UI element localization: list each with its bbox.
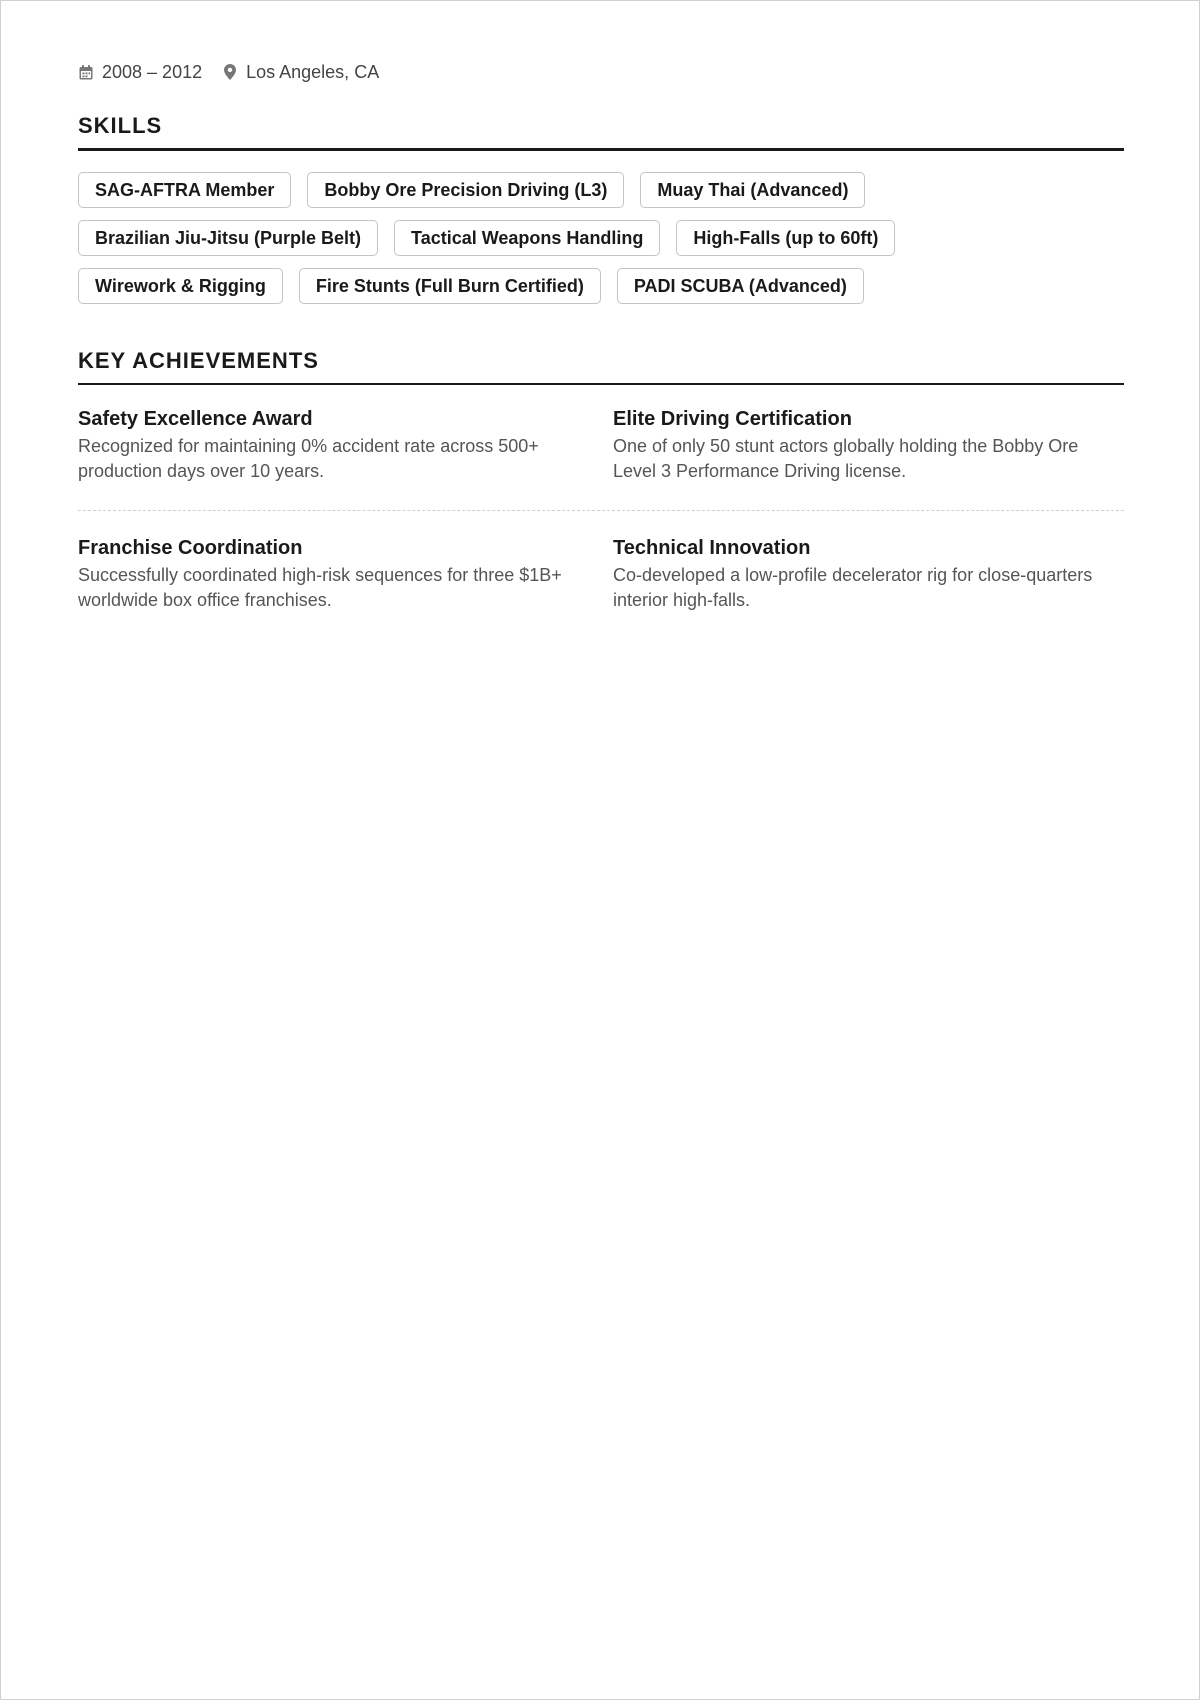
skills-list [78, 172, 1128, 316]
skill-tag: SAG-AFTRA Member [78, 172, 291, 208]
skill-tag: High-Falls (up to 60ft) [676, 220, 895, 256]
meta-row [78, 59, 1124, 85]
skill-tag: Tactical Weapons Handling [394, 220, 660, 256]
achievement-item [78, 536, 613, 613]
location-item [222, 62, 379, 83]
achievement-title: Safety Excellence Award [78, 408, 313, 430]
skill-tag: PADI SCUBA (Advanced) [617, 268, 864, 304]
achievement-title: Elite Driving Certification [613, 408, 852, 430]
resume-content [78, 59, 1124, 613]
skill-tag: Muay Thai (Advanced) [640, 172, 865, 208]
achievements-heading: KEY ACHIEVEMENTS [78, 348, 319, 373]
achievement-item [613, 536, 1124, 613]
skills-heading: SKILLS [78, 113, 163, 138]
skill-tag: Wirework & Rigging [78, 268, 283, 304]
skills-divider [78, 148, 1124, 151]
achievement-description: Co-developed a low-profile decelerator rig for close-quarters interior high-falls. [613, 565, 1093, 610]
achievement-description: Recognized for maintaining 0% accident rate across 500+ production days over 10 years. [78, 436, 539, 481]
achievements-list [78, 407, 1124, 613]
achievement-item [613, 407, 1124, 484]
location-text: Los Angeles, CA [246, 61, 380, 82]
dates-item [78, 62, 202, 83]
achievement-title: Franchise Coordination [78, 537, 303, 559]
skills-section [78, 113, 1124, 316]
achievements-row [78, 536, 1124, 613]
achievement-description: One of only 50 stunt actors globally holding the Bobby Ore Level 3 Performance Driving license. [613, 436, 1079, 481]
achievement-description: Successfully coordinated high-risk sequences for three $1B+ worldwide box office franchises. [78, 565, 562, 610]
achievements-row [78, 407, 1124, 511]
map-pin-icon [222, 64, 238, 80]
skill-tag: Brazilian Jiu-Jitsu (Purple Belt) [78, 220, 378, 256]
skill-tag: Bobby Ore Precision Driving (L3) [307, 172, 624, 208]
achievement-item [78, 407, 613, 484]
achievements-divider [78, 383, 1124, 385]
dates-text: 2008 – 2012 [102, 61, 203, 82]
skill-tag: Fire Stunts (Full Burn Certified) [299, 268, 601, 304]
achievement-title: Technical Innovation [613, 537, 811, 559]
calendar-icon [78, 64, 94, 80]
achievements-section [78, 348, 1124, 613]
